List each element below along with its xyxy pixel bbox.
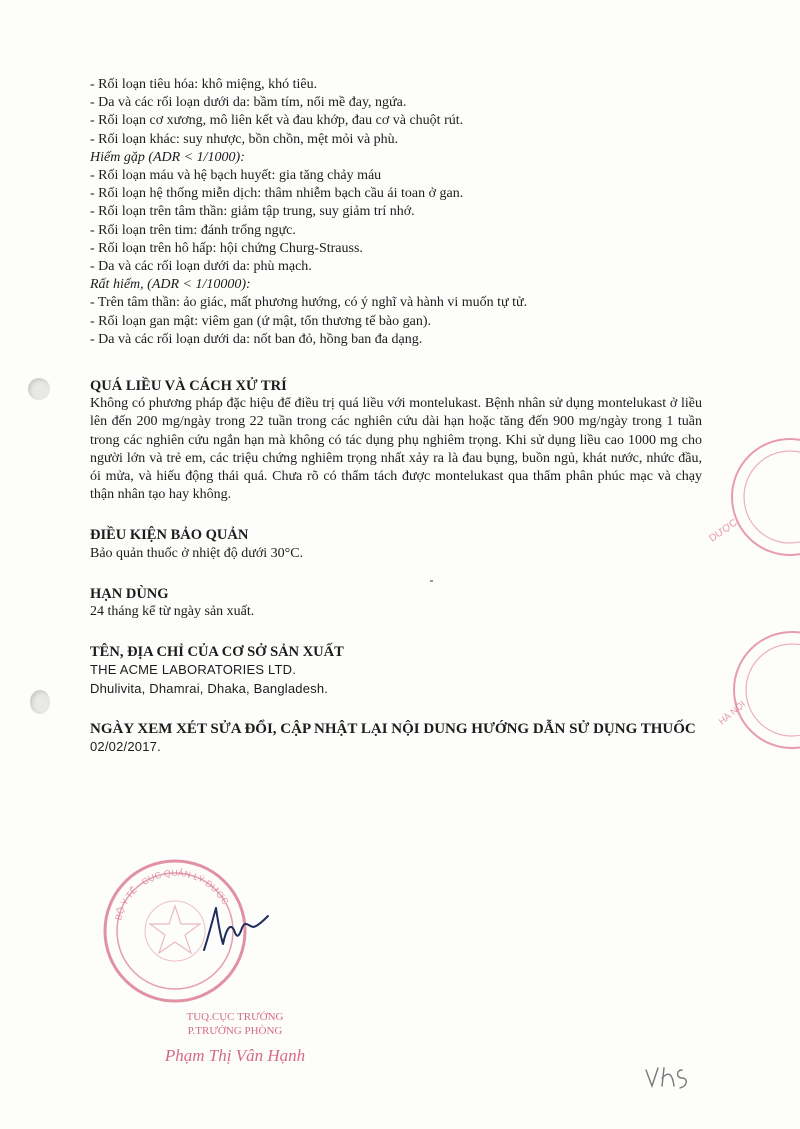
manufacturer-address: Dhulivita, Dhamrai, Dhaka, Bangladesh. <box>90 680 329 696</box>
rare-heading: Hiếm gặp (ADR < 1/1000): <box>90 149 245 165</box>
side-effect-line: - Rối loạn hệ thống miễn dịch: thâm nhiễm bạch cầu ái toan ở gan. <box>90 186 464 202</box>
handwritten-signature <box>190 900 270 955</box>
punch-hole <box>30 690 50 714</box>
side-effect-line: - Da và các rối loạn dưới da: phù mạch. <box>90 259 312 275</box>
signer-subtitle: P.TRƯỞNG PHÒNG <box>187 1025 283 1037</box>
shelf-life-text: 24 tháng kể từ ngày sản xuất. <box>90 604 255 620</box>
side-effect-line: - Rối loạn gan mật: viêm gan (ứ mật, tổn thương tế bào gan). <box>90 313 432 329</box>
side-effect-line: - Rối loạn máu và hệ bạch huyết: gia tăng chảy máu <box>90 168 382 184</box>
svg-text:HÀ NỘI: HÀ NỘI <box>716 698 748 727</box>
signer-name: Phạm Thị Vân Hạnh <box>164 1046 306 1065</box>
side-effect-line: - Rối loạn trên tâm thần: giảm tập trung, suy giảm trí nhớ. <box>90 204 415 220</box>
side-effect-line: - Rối loạn trên hô hấp: hội chứng Churg-Strauss. <box>90 240 363 256</box>
svg-text:DƯỢC: DƯỢC <box>707 517 740 545</box>
handwritten-initials <box>642 1062 712 1092</box>
storage-text: Bảo quản thuốc ở nhiệt độ dưới 30°C. <box>90 545 304 561</box>
stamp-partial-lower <box>700 625 800 755</box>
very-rare-heading: Rất hiếm, (ADR < 1/10000): <box>90 277 251 293</box>
manufacturer-name: THE ACME LABORATORIES LTD. <box>90 662 297 678</box>
side-effect-line: - Rối loạn cơ xương, mô liên kết và đau khớp, đau cơ và chuột rút. <box>90 113 464 129</box>
shelf-life-heading: HẠN DÙNG <box>90 585 169 602</box>
side-effect-line: - Rối loạn khác: suy nhược, bồn chồn, mệt mỏi và phù. <box>90 131 399 147</box>
overdose-heading: QUÁ LIỀU VÀ CÁCH XỬ TRÍ <box>90 378 287 395</box>
side-effect-line: - Rối loạn tiêu hóa: khô miệng, khó tiêu. <box>90 77 318 92</box>
revision-date: 02/02/2017. <box>90 739 161 755</box>
side-effect-line: - Rối loạn trên tim: đánh trống ngực. <box>90 222 296 238</box>
signer-title: TUQ.CỤC TRƯỞNG <box>186 1011 284 1023</box>
manufacturer-heading: TÊN, ĐỊA CHỈ CỦA CƠ SỞ SẢN XUẤT <box>90 644 344 661</box>
stamp-partial-upper <box>690 432 800 562</box>
side-effect-line: - Da và các rối loạn dưới da: bầm tím, nổi mề đay, ngứa. <box>90 95 407 111</box>
side-effect-line: - Da và các rối loạn dưới da: nốt ban đỏ, hồng ban đa dạng. <box>90 331 423 347</box>
storage-heading: ĐIỀU KIỆN BẢO QUẢN <box>90 527 249 544</box>
svg-text:BỘ Y TẾ · CỤC QUẢN LÝ DƯỢC: BỘ Y TẾ · CỤC QUẢN LÝ DƯỢC <box>113 867 231 922</box>
punch-hole <box>28 378 50 400</box>
side-effect-line: - Trên tâm thần: ảo giác, mất phương hướng, có ý nghĩ và hành vi muốn tự tử. <box>90 295 528 311</box>
signature-block <box>150 1010 320 1066</box>
revision-heading: NGÀY XEM XÉT SỬA ĐỔI, CẬP NHẬT LẠI NỘI DUNG HƯỚNG DẪN SỬ DỤNG THUỐC <box>90 720 696 737</box>
overdose-text: Không có phương pháp đặc hiệu để điều trị quá liều với montelukast. Bệnh nhân sử dụng montelukast ở liều lên đến 200 mg/ngày trong 22 tuần trong các nghiên cứu dài hạn hoặc tăng đến 900 mg/ngày trong 1 tuần trong các nghiên cứu ngắn hạn mà không có tác dụng phụ nghiêm trọng. Khi sử dụng liều cao 1000 mg cho người lớn và trẻ em, các triệu chứng nghiêm trọng nhất xảy ra là đau bụng, buồn ngủ, khát nước, nhức đầu, ói mửa, và hiếu động thái quá. Chưa rõ có thẩm tách được montelukast qua thẩm phân phúc mạc và chạy thận nhân tạo hay không. <box>90 396 702 503</box>
document-body <box>90 76 702 756</box>
side-effects-list <box>90 76 702 349</box>
